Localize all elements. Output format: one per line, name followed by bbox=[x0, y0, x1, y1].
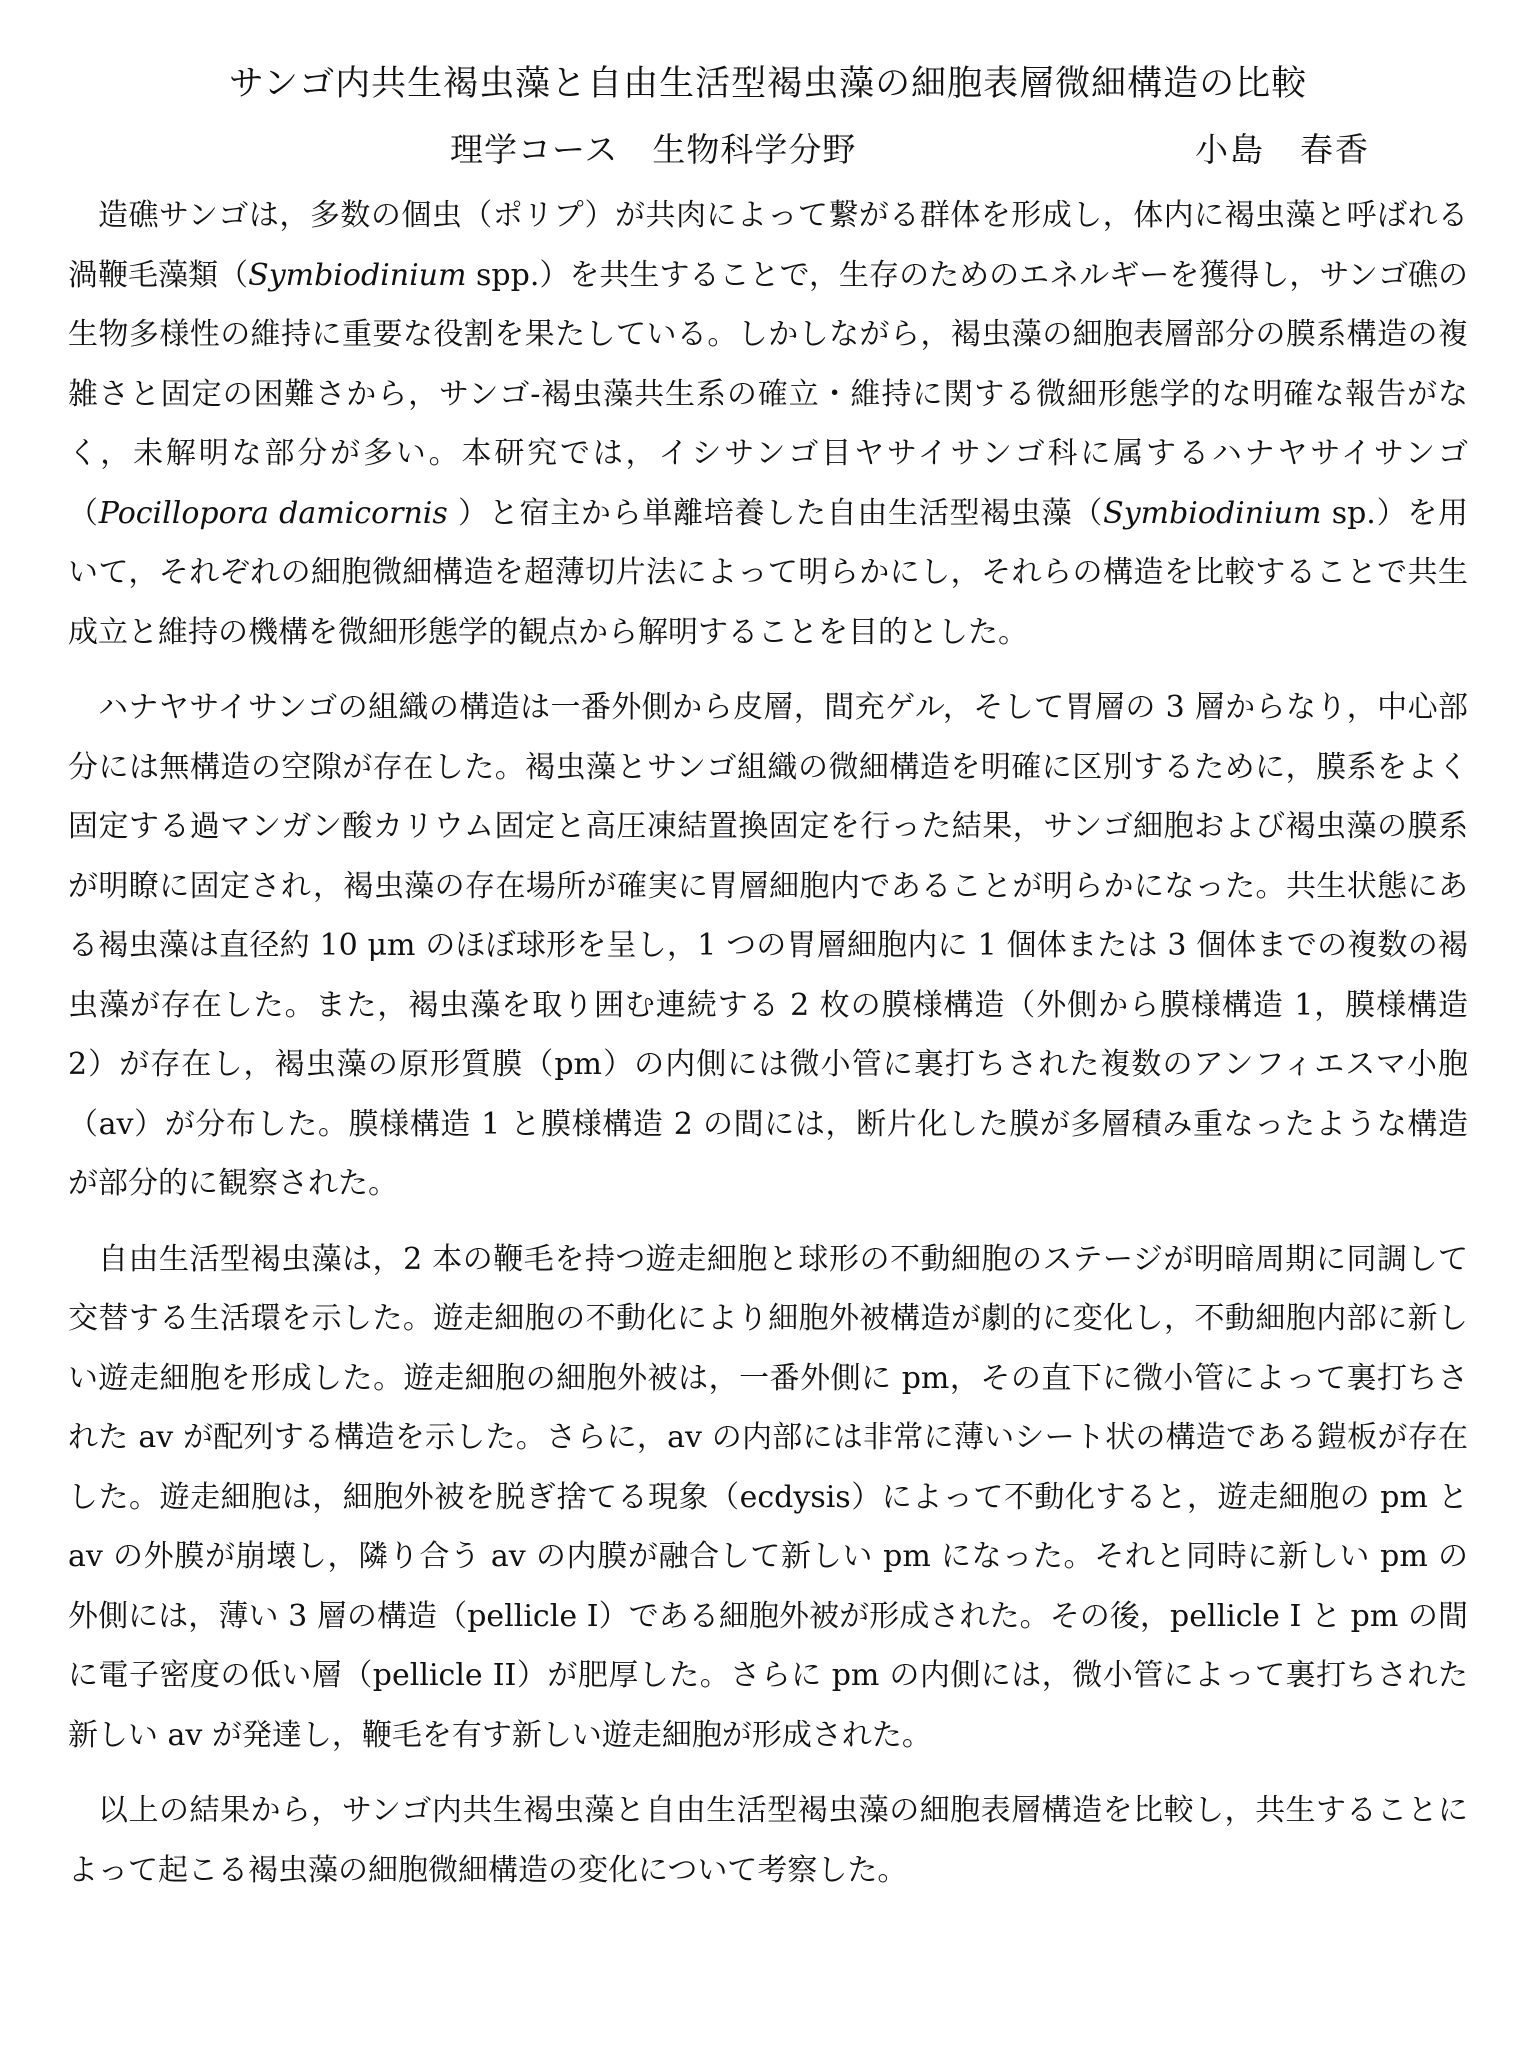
text-run: 自由生活型褐虫藻は，2 本の鞭毛を持つ遊走細胞と球形の不動細胞のステージが明暗周期に同調して交替する生活環を示した。遊走細胞の不動化により細胞外被構造が劇的に変化し，不動細胞内部に新しい遊走細胞を形成した。遊走細胞の細胞外被は，一番外側に pm，その直下に微小管によって裏打ちされた av が配列する構造を示した。さらに，av の内部には非常に薄いシート状の構造である鎧板が存在した。遊走細胞は，細胞外被を脱ぎ捨てる現象（ecdysis）によって不動化すると，遊走細胞の pm と av の外膜が崩壊し，隣り合う av の内膜が融合して新しい pm になった。それと同時に新しい pm の外側には，薄い 3 層の構造（pellicle I）である細胞外被が形成された。その後，pellicle I と pm の間に電子密度の低い層（pellicle II）が肥厚した。さらに pm の内側には，微小管によって裏打ちされた新しい av が発達し，鞭毛を有す新しい遊走細胞が形成された。 bbox=[68, 1241, 1468, 1753]
italic-term: Pocillopora damicornis bbox=[98, 495, 448, 531]
author-affiliation: 理学コース 生物科学分野 bbox=[450, 130, 857, 169]
text-run: spp.）を共生することで，生存のためのエネルギーを獲得し，サンゴ礁の生物多様性の維持に重要な役割を果たしている。しかしながら，褐虫藻の細胞表層部分の膜系構造の複雑さと固定の困難さから，サンゴ-褐虫藻共生系の確立・維持に関する微細形態学的な明確な報告がなく，未解明な部分が多い。本研究では，イシサンゴ目ヤサイサンゴ科に属するハナヤサイサンゴ（ bbox=[68, 257, 1469, 531]
document-title: サンゴ内共生褐虫藻と自由生活型褐虫藻の細胞表層微細構造の比較 bbox=[228, 64, 1308, 104]
text-run: 造礁サンゴは，多数の個虫（ポリプ）が共肉によって繋がる群体を形成し，体内に褐虫藻と呼ばれる渦鞭毛藻類（ bbox=[68, 198, 1468, 293]
italic-term: Symbiodinium bbox=[248, 257, 467, 293]
text-run: ）と宿主から単離培養した自由生活型褐虫藻（ bbox=[447, 495, 1104, 531]
author-name: 小島 春香 bbox=[1195, 130, 1370, 169]
text-run: ハナヤサイサンゴの組織の構造は一番外側から皮層，間充ゲル，そして胃層の 3 層からなり，中心部分には無構造の空隙が存在した。褐虫藻とサンゴ組織の微細構造を明確に区別するために，膜系をよく固定する過マンガン酸カリウム固定と高圧凍結置換固定を行った結果，サンゴ細胞および褐虫藻の膜系が明瞭に固定され，褐虫藻の存在場所が確実に胃層細胞内であることが明らかになった。共生状態にある褐虫藻は直径約 10 μm のほぼ球形を呈し，1 つの胃層細胞内に 1 個体または 3 個体までの複数の褐虫藻が存在した。また，褐虫藻を取り囲む連続する 2 枚の膜様構造（外側から膜様構造 1，膜様構造 2）が存在し，褐虫藻の原形質膜（pm）の内側には微小管に裏打ちされた複数のアンフィエスマ小胞（av）が分布した。膜様構造 1 と膜様構造 2 の間には，断片化した膜が多層積み重なったような構造が部分的に観察された。 bbox=[68, 690, 1468, 1201]
italic-term: Symbiodinium bbox=[1103, 495, 1322, 531]
paragraph-4 bbox=[68, 1781, 1468, 1900]
text-run: sp.）を用いて，それぞれの細胞微細構造を超薄切片法によって明らかにし，それらの構造を比較することで共生成立と維持の機構を微細形態学的観点から解明することを目的とした。 bbox=[68, 495, 1468, 650]
paragraph-1 bbox=[68, 186, 1468, 662]
paragraph-2 bbox=[68, 678, 1468, 1214]
paragraph-3 bbox=[68, 1230, 1468, 1766]
document-body bbox=[68, 186, 1468, 1916]
text-run: 以上の結果から，サンゴ内共生褐虫藻と自由生活型褐虫藻の細胞表層構造を比較し，共生することによって起こる褐虫藻の細胞微細構造の変化について考察した。 bbox=[68, 1793, 1468, 1888]
